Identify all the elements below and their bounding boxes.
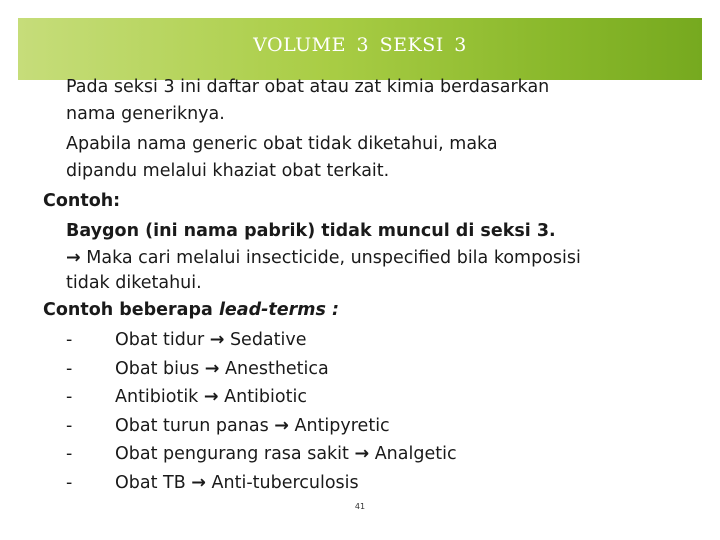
list-dash: -: [66, 472, 73, 493]
lead-term: Obat turun panas: [115, 415, 275, 436]
lead-heading-term: lead-terms :: [218, 300, 340, 320]
lead-term-entry: [115, 356, 329, 383]
lead-term-target: Antipyretic: [288, 415, 390, 436]
example-note-text: Maka cari melalui insecticide, unspecified bila komposisi: [86, 248, 581, 268]
arrow-right-icon: →: [274, 415, 289, 436]
example-line: Baygon (ini nama pabrik) tidak muncul di seksi 3.: [66, 221, 556, 241]
arrow-right-icon: →: [191, 472, 206, 493]
list-dash: -: [66, 415, 73, 436]
lead-terms-heading: [43, 297, 339, 324]
lead-term-item: [0, 441, 720, 468]
intro-line-1: Pada seksi 3 ini daftar obat atau zat kimia berdasarkan: [66, 77, 550, 97]
list-dash: -: [66, 387, 73, 407]
lead-term-item: [0, 413, 720, 440]
lead-term-entry: [115, 441, 457, 468]
list-dash: -: [66, 358, 73, 379]
lead-term-target: Analgetic: [369, 444, 457, 464]
intro-line-3: Apabila nama generic obat tidak diketahui, maka: [66, 134, 498, 154]
arrow-right-icon: →: [203, 387, 219, 407]
lead-term-item: [0, 356, 720, 383]
lead-term-entry: [115, 470, 359, 497]
arrow-right-icon: →: [66, 248, 81, 268]
list-dash: -: [66, 330, 73, 350]
arrow-right-icon: →: [354, 444, 370, 464]
arrow-right-icon: →: [209, 330, 225, 350]
example-note-line-2: tidak diketahui.: [66, 273, 202, 293]
lead-heading-prefix: Contoh beberapa: [43, 300, 219, 320]
lead-term-item: [0, 384, 720, 411]
lead-term: Obat bius: [115, 358, 205, 379]
lead-term-target: Anesthetica: [219, 358, 329, 379]
intro-line-2: nama generiknya.: [66, 104, 225, 124]
page-number: 41: [354, 502, 366, 511]
example-heading: Contoh:: [43, 191, 121, 211]
lead-term-entry: [115, 413, 390, 440]
intro-line-4: dipandu melalui khaziat obat terkait.: [66, 161, 390, 181]
lead-term-item: [0, 327, 720, 354]
lead-term-target: Antibiotic: [218, 387, 307, 407]
lead-term: Obat TB: [115, 472, 192, 493]
lead-term-target: Sedative: [224, 330, 307, 350]
lead-term-entry: [115, 327, 307, 354]
lead-term: Antibiotik: [115, 387, 204, 407]
list-dash: -: [66, 444, 73, 464]
lead-term-item: [0, 470, 720, 497]
lead-term-target: Anti-tuberculosis: [205, 472, 359, 493]
example-note-line-1: [66, 245, 581, 272]
lead-term: Obat tidur: [115, 330, 210, 350]
lead-term: Obat pengurang rasa sakit: [115, 444, 355, 464]
arrow-right-icon: →: [204, 358, 220, 379]
slide-title: VOLUME 3 SEKSI 3: [253, 34, 467, 56]
lead-term-entry: [115, 384, 307, 411]
